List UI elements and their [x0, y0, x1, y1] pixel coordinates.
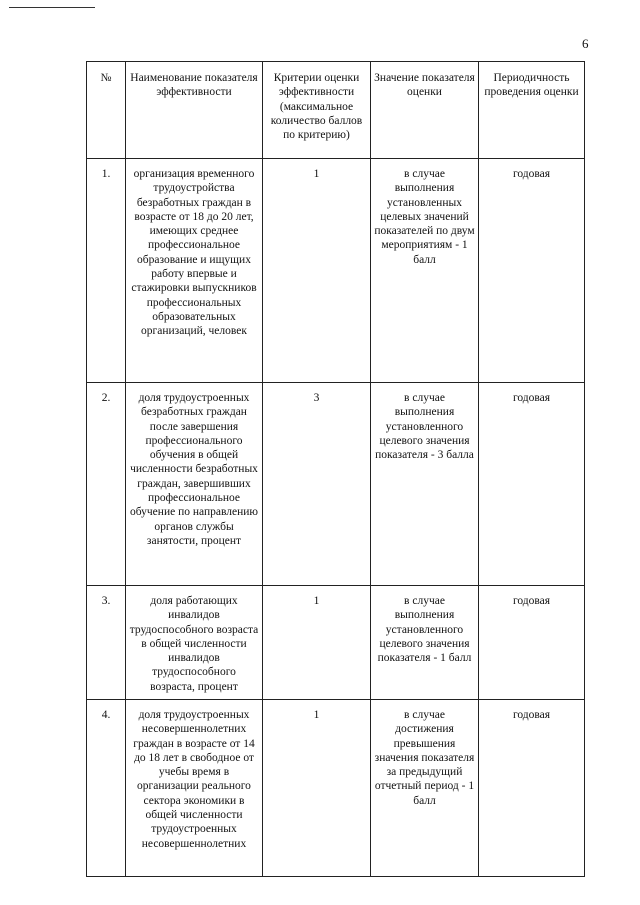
table-row [87, 383, 585, 586]
indicator-name: доля трудоустроенных безработных граждан после завершения профессионального обучения в общей численности безработных граждан, завершивших профессиональное обучение по направлению органов службы занятости, процент [126, 383, 263, 586]
row-number: 1. [87, 159, 126, 383]
periodicity: годовая [479, 383, 585, 586]
row-number: 4. [87, 700, 126, 877]
table-row [87, 586, 585, 700]
table-header-row [87, 62, 585, 159]
indicator-name: организация временного трудоустройства безработных граждан в возрасте от 18 до 20 лет, имеющих среднее профессиональное образование и ищущих работу впервые и стажировки выпускников профессиональных образовательных организаций, человек [126, 159, 263, 383]
indicator-name: доля работающих инвалидов трудоспособного возраста в общей численности инвалидов трудоспособного возраста, процент [126, 586, 263, 700]
indicator-name: доля трудоустроенных несовершеннолетних граждан в возрасте от 14 до 18 лет в свободное от учебы время в организации реального сектора экономики в общей численности трудоустроенных несовершеннолетних [126, 700, 263, 877]
table-row [87, 700, 585, 877]
indicator-value: в случае достижения превышения значения показателя за предыдущий отчетный период - 1 балл [371, 700, 479, 877]
header-periodicity: Периодичность проведения оценки [479, 62, 585, 159]
page-number: 6 [582, 36, 589, 51]
header-criteria: Критерии оценки эффективности (максимальное количество баллов по критерию) [263, 62, 371, 159]
criteria-points: 1 [263, 700, 371, 877]
header-number: № [87, 62, 126, 159]
indicator-value: в случае выполнения установленного целевого значения показателя - 1 балл [371, 586, 479, 700]
table-row [87, 159, 585, 383]
periodicity: годовая [479, 700, 585, 877]
indicator-value: в случае выполнения установленного целевого значения показателя - 3 балла [371, 383, 479, 586]
periodicity: годовая [479, 586, 585, 700]
periodicity: годовая [479, 159, 585, 383]
header-indicator-name: Наименование показателя эффективности [126, 62, 263, 159]
row-number: 2. [87, 383, 126, 586]
header-value: Значение показателя оценки [371, 62, 479, 159]
criteria-points: 3 [263, 383, 371, 586]
indicators-table [86, 61, 585, 877]
criteria-points: 1 [263, 586, 371, 700]
criteria-points: 1 [263, 159, 371, 383]
row-number: 3. [87, 586, 126, 700]
scan-edge-mark [9, 7, 95, 8]
indicator-value: в случае выполнения установленных целевых значений показателей по двум мероприятиям - 1 балл [371, 159, 479, 383]
